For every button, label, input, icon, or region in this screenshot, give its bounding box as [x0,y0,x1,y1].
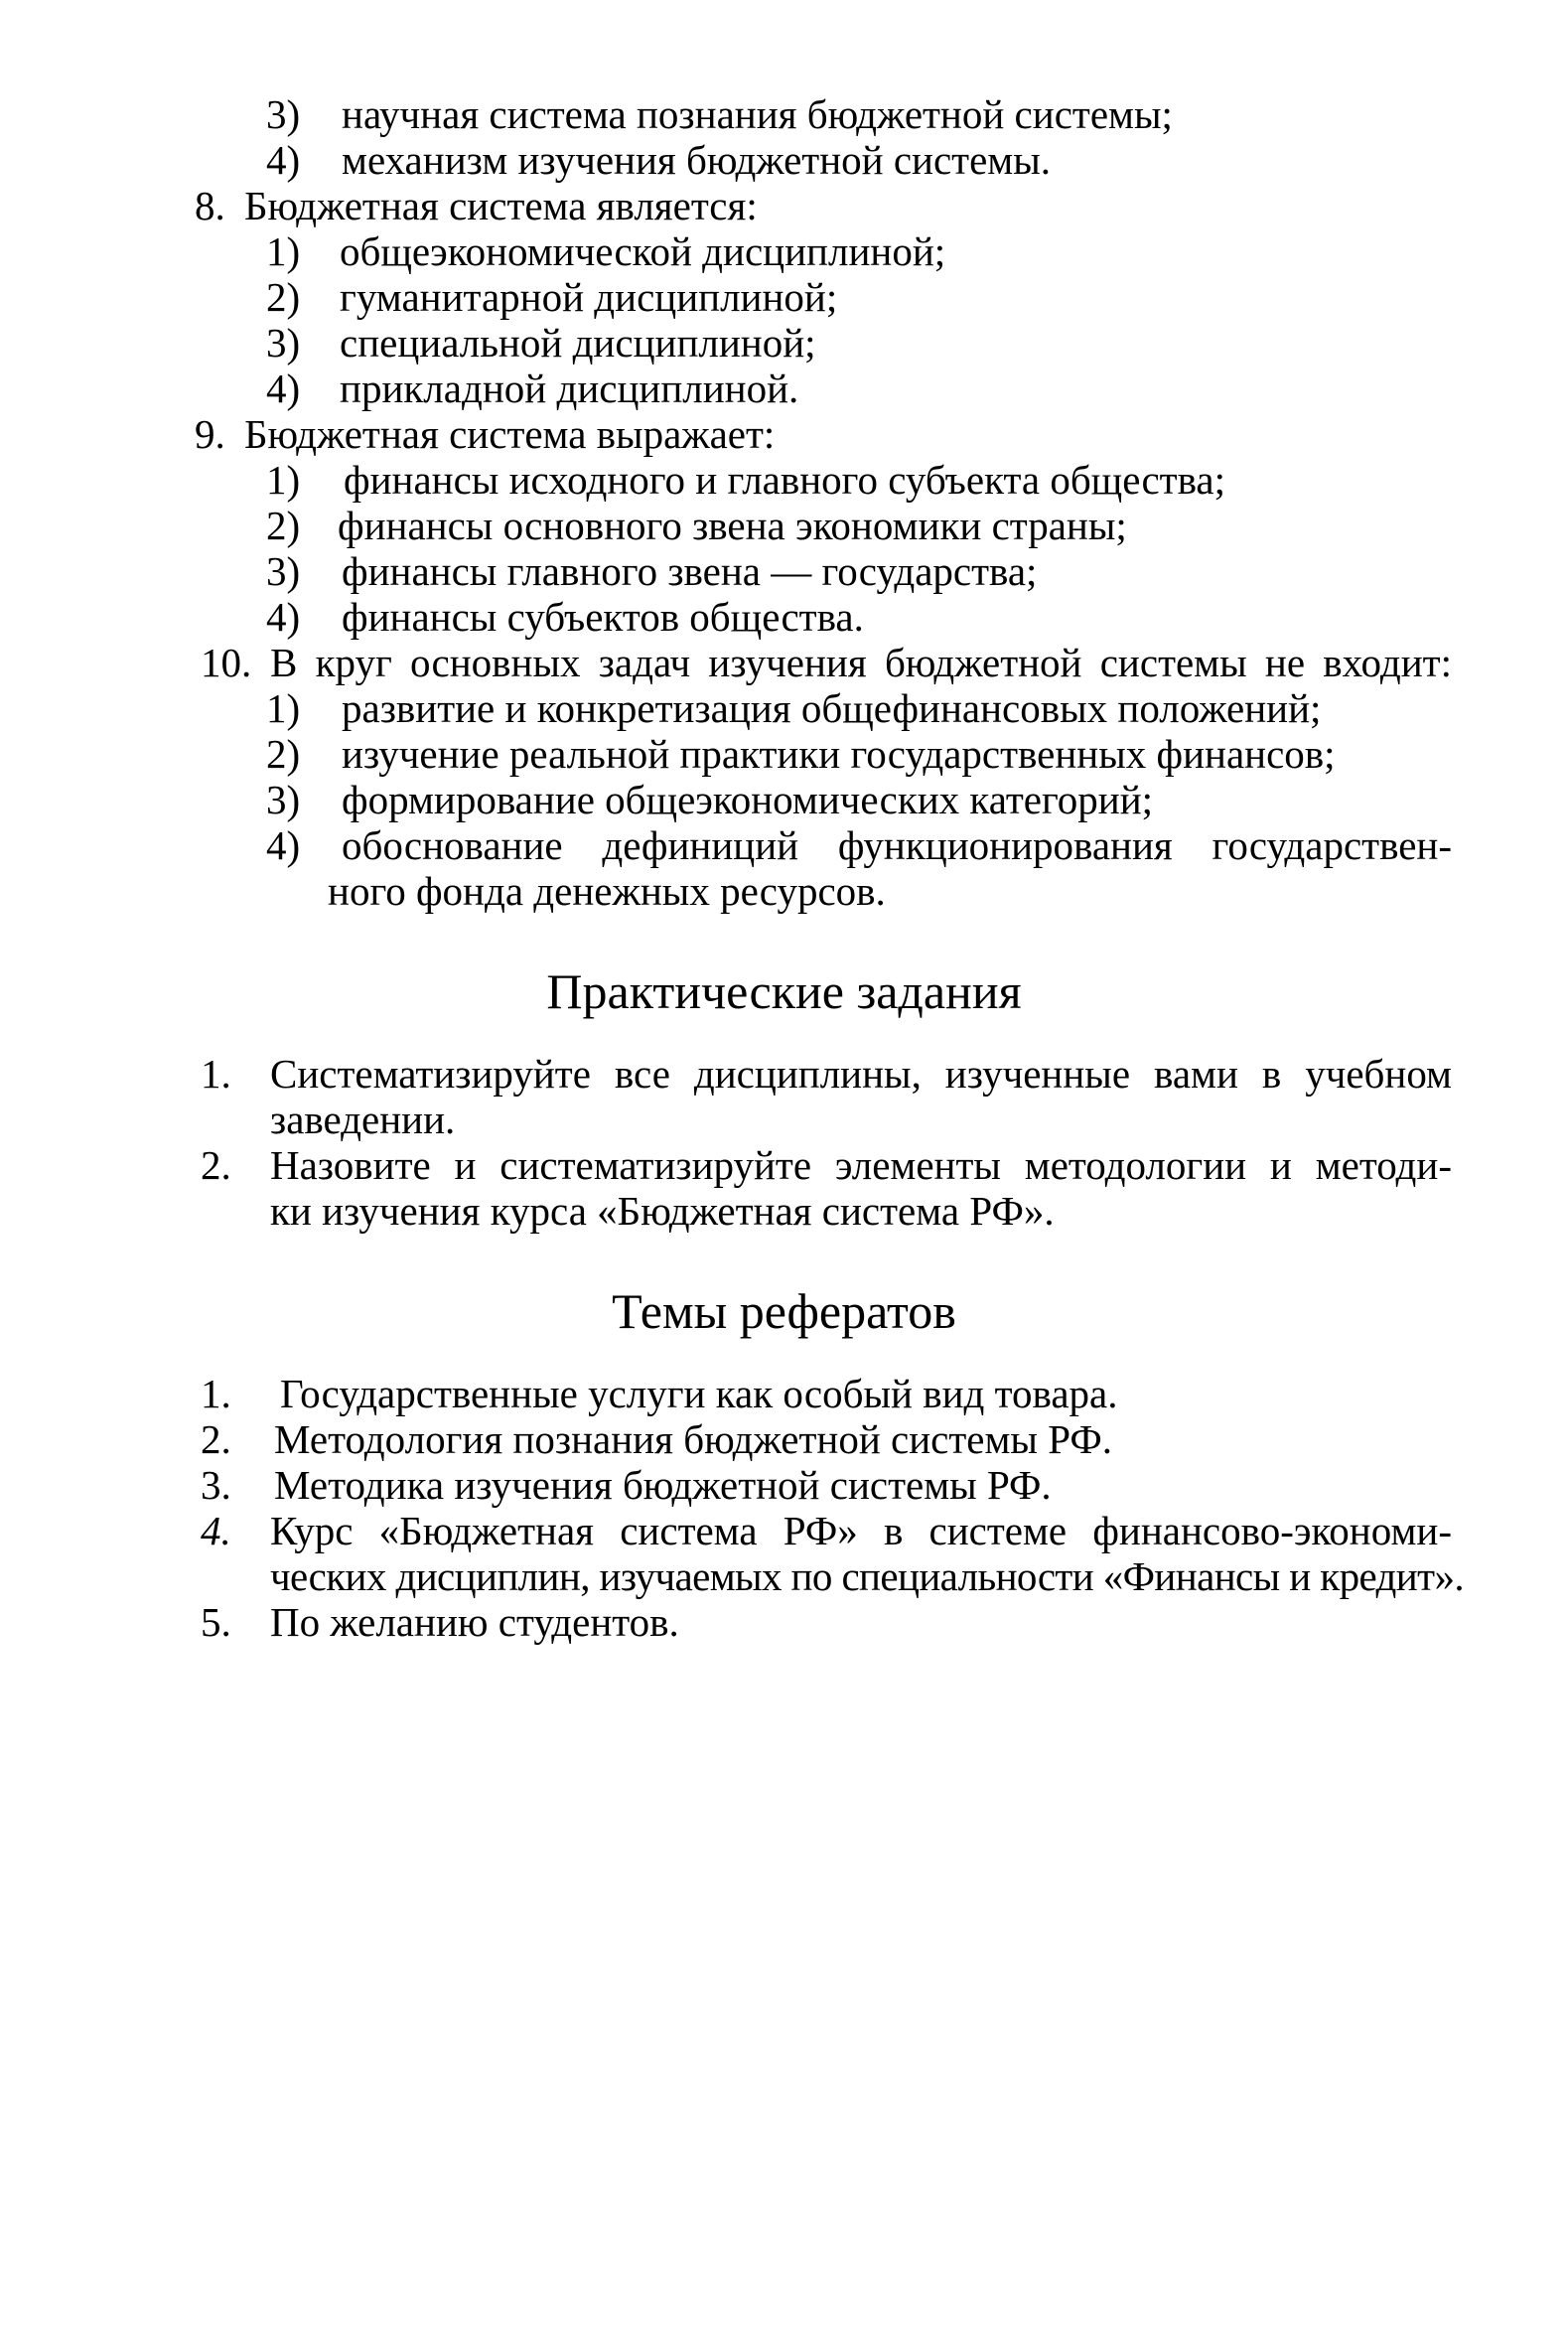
q8-item-1-text: общеэкономической дисциплиной; [340,228,946,274]
practical-item-1-line1: Систематизируйте все дисциплины, изученные вами в учебном [270,1051,1452,1097]
q8-item-3-text: специальной дисциплиной; [340,320,816,366]
q9-item-3-number: 3) [266,548,301,594]
q10-number: 10. [201,640,252,685]
q9-item-4-text: финансы субъектов общества. [342,594,864,640]
q8-number: 8. [195,183,225,228]
q9-item-1-number: 1) [266,457,301,503]
q9-question: Бюджетная система выражает: [244,411,776,457]
q10-item-4-text: обоснование дефиниций функционирования государствен- [342,822,1452,868]
q9-item-3-text: финансы главного звена — государства; [342,548,1038,594]
q8-item-1-number: 1) [266,228,301,274]
q7-item-3-text: научная система познания бюджетной системы; [342,91,1173,137]
q8-item-2-number: 2) [266,274,301,320]
q7-item-4-text: механизм изучения бюджетной системы. [342,137,1052,183]
essay-item-3-text: Методика изучения бюджетной системы РФ. [274,1462,1052,1508]
q10-item-1-text: развитие и конкретизация общефинансовых положений; [342,685,1322,731]
practical-item-2-number: 2. [201,1142,231,1188]
q9-number: 9. [195,411,225,457]
q9-item-2-text: финансы основного звена экономики страны; [338,503,1127,548]
essay-item-1-text: Государственные услуги как особый вид товара. [280,1371,1118,1416]
essay-item-2-text: Методология познания бюджетной системы РФ. [274,1416,1112,1462]
q8-item-3-number: 3) [266,320,301,366]
essay-item-1-number: 1. [201,1371,231,1416]
essay-item-4-number: 4. [201,1508,231,1553]
q10-item-3-text: формирование общеэкономических категорий; [342,777,1154,822]
q7-item-4-number: 4) [266,137,301,183]
q10-item-2-text: изучение реальной практики государственных финансов; [342,731,1336,777]
practical-tasks-heading: Практические задания [546,963,1022,1019]
essay-item-3-number: 3. [201,1462,231,1508]
q8-item-4-number: 4) [266,366,301,411]
q9-item-1-text: финансы исходного и главного субъекта общества; [344,457,1225,503]
practical-item-1-line2: заведении. [270,1097,456,1142]
q8-question: Бюджетная система является: [244,183,758,228]
q9-item-4-number: 4) [266,594,301,640]
essay-item-4-line1: Курс «Бюджетная система РФ» в системе финансово-экономи- [270,1508,1452,1553]
practical-item-2-line2: ки изучения курса «Бюджетная система РФ». [270,1188,1055,1234]
q10-item-4-number: 4) [266,822,301,868]
q10-item-1-number: 1) [266,685,301,731]
essay-item-2-number: 2. [201,1416,231,1462]
essay-topics-heading: Темы рефератов [612,1283,956,1339]
q8-item-4-text: прикладной дисциплиной. [340,366,799,411]
practical-item-2-line1: Назовите и систематизируйте элементы методологии и методи- [270,1142,1452,1188]
essay-item-4-line2: ческих дисциплин, изучаемых по специальности «Финансы и кредит». [270,1553,1464,1599]
practical-item-1-number: 1. [201,1051,231,1097]
q10-question: В круг основных задач изучения бюджетной системы не входит: [270,640,1452,685]
q10-item-4-continuation: ного фонда денежных ресурсов. [328,868,886,914]
q9-item-2-number: 2) [266,503,301,548]
q10-item-2-number: 2) [266,731,301,777]
essay-item-5-text: По желанию студентов. [270,1599,679,1645]
essay-item-5-number: 5. [201,1599,231,1645]
q10-item-3-number: 3) [266,777,301,822]
q7-item-3-number: 3) [266,91,301,137]
q8-item-2-text: гуманитарной дисциплиной; [340,274,838,320]
